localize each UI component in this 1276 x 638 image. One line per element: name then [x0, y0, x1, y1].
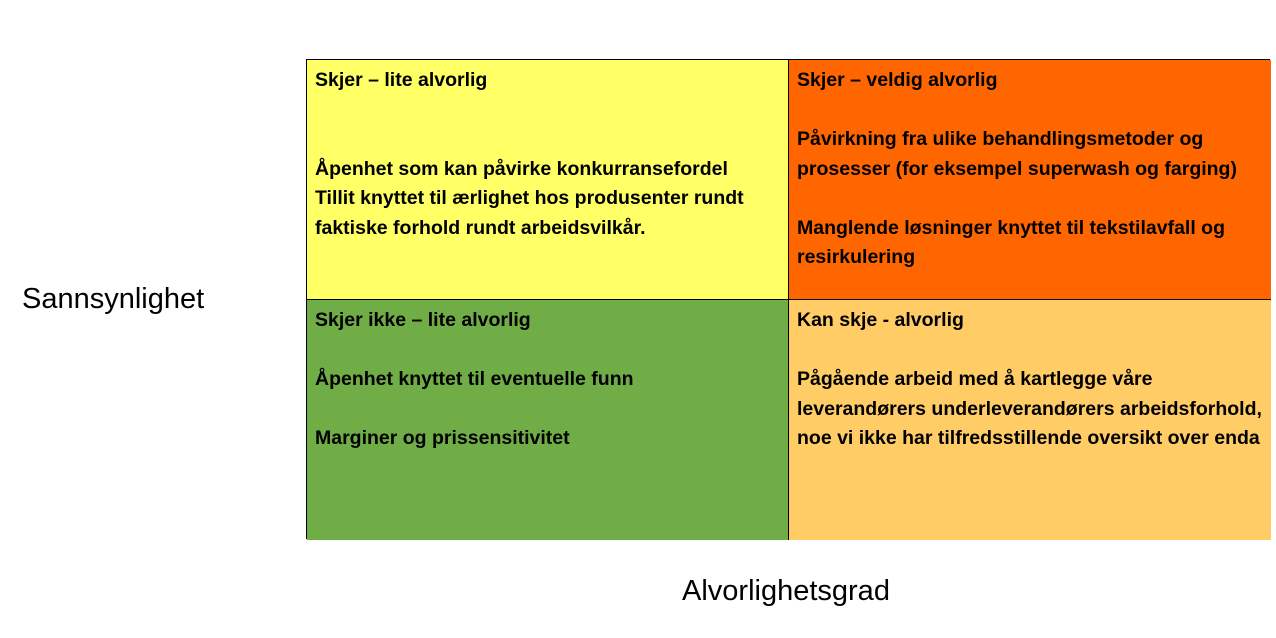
quadrant-text: Påvirkning fra ulike behandlingsmetoder og prosesser (for eksempel superwash og farging)	[797, 128, 1237, 180]
quadrant-title: Kan skje - alvorlig	[797, 309, 964, 331]
quadrant-title: Skjer – lite alvorlig	[315, 69, 488, 91]
quadrant-text: Pågående arbeid med å kartlegge våre leverandørers underleverandørers arbeidsforhold, noe vi ikke har tilfredsstillende oversikt over enda	[797, 368, 1262, 449]
quadrant-title: Skjer – veldig alvorlig	[797, 69, 998, 91]
x-axis-label: Alvorlighetsgrad	[682, 575, 890, 607]
quadrant-top-left	[307, 60, 789, 300]
y-axis-label: Sannsynlighet	[22, 283, 205, 315]
quadrant-title: Skjer ikke – lite alvorlig	[315, 309, 531, 331]
quadrant-text: Åpenhet knyttet til eventuelle funn	[315, 368, 634, 390]
quadrant-top-right	[789, 60, 1271, 300]
quadrant-bottom-right	[789, 300, 1271, 540]
quadrant-text: Manglende løsninger knyttet til tekstilavfall og resirkulering	[797, 216, 1225, 268]
quadrant-text: Åpenhet som kan påvirke konkurransefordel	[315, 157, 728, 180]
quadrant-text: Tillit knyttet til ærlighet hos produsenter rundt faktiske forhold rundt arbeidsvilkår.	[315, 187, 744, 239]
risk-matrix	[306, 59, 1270, 539]
quadrant-text: Marginer og prissensitivitet	[315, 427, 570, 449]
quadrant-bottom-left	[307, 300, 789, 540]
